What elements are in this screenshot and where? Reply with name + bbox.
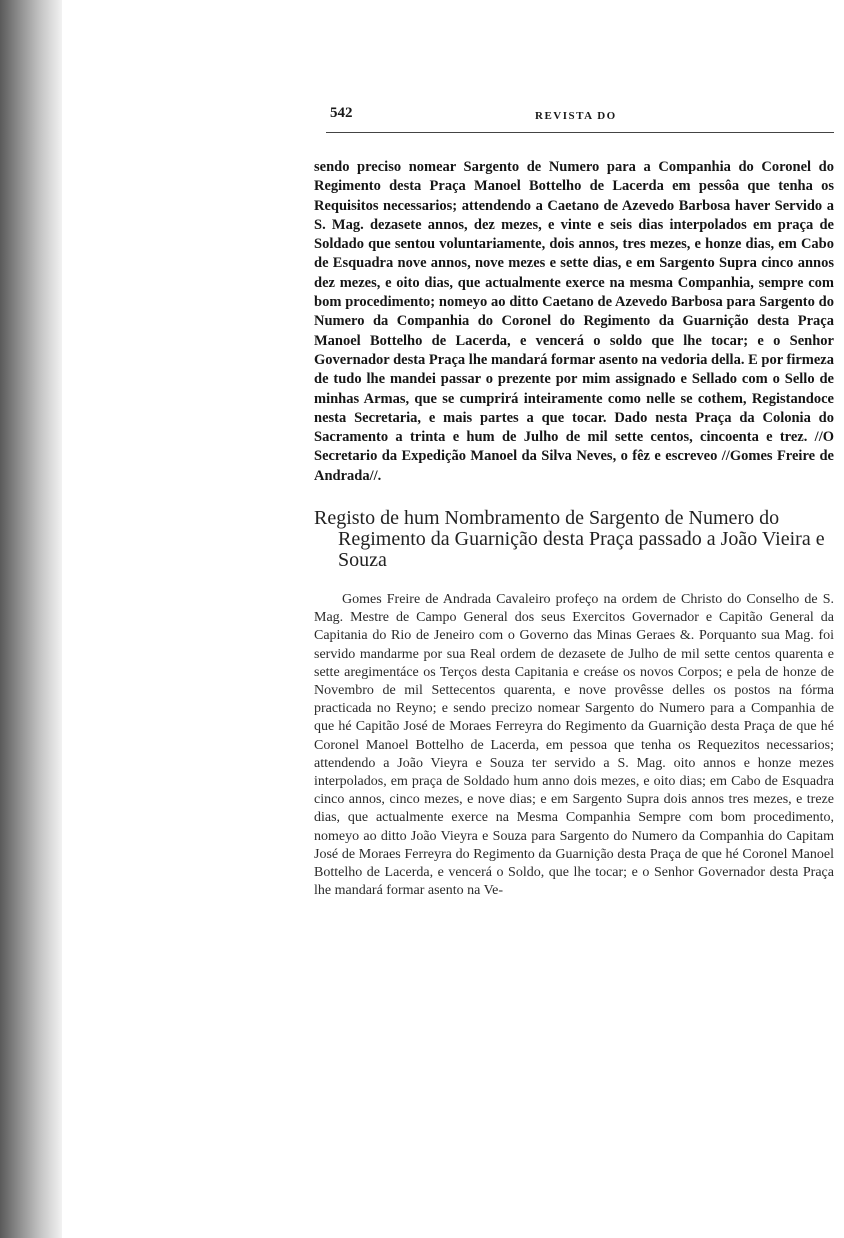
page-header [330,105,834,127]
page-number: 542 [330,105,353,121]
paragraph-1: sendo preciso nomear Sargento de Numero para a Companhia do Coronel do Regimento desta Praça Manoel Bottelho de Lacerda em pessôa que tenha os Requisitos necessarios; attendendo a Caetano de Azevedo Barbosa haver Servido a S. Mag. dezasete annos, dez mezes, e vinte e seis dias interpolados em praça de Soldado que sentou voluntariamente, dois annos, tres mezes, e honze dias, em Cabo de Esquadra nove annos, nove mezes e sette dias, e em Sargento Supra cinco annos dez mezes, e oito dias, que actualmente exerce na mesma Companhia, sempre com bom procedimento; nomeyo ao ditto Caetano de Azevedo Barbosa para Sargento do Numero da Companhia do Coronel do Regimento da Guarnição desta Praça Manoel Bottelho de Lacerda, e vencerá o soldo que lhe tocar; e o Senhor Governador desta Praça lhe mandará formar asento na vedoria della. E por firmeza de tudo lhe mandei passar o prezente por mim assignado e Sellado com o Sello de minhas Armas, que se cumprirá inteiramente como nelle se cothem, Registandoce nesta Secretaria, e mais partes a que tocar. Dado nesta Praça da Colonia do Sacramento a trinta e hum de Julho de mil sette centos, cincoenta e trez. //O Secretario da Expedição Manoel da Silva Neves, o fêz e escreveo //Gomes Freire de Andrada//. [314,159,834,484]
page-gutter-shadow [0,0,62,1238]
header-rule [326,132,834,133]
running-title: REVISTA DO [535,110,617,122]
paragraph-2: Gomes Freire de Andrada Cavaleiro profeço na ordem de Christo do Conselho de S. Mag. Mestre de Campo General dos seus Exercitos Governador e Capitão General da Capitania do Rio de Jeneiro com o Governo das Minas Geraes &. Porquanto sua Mag. foi servido mandarme por sua Real ordem de dezasete de Julho de mil sette centos quarenta e sette aregimentáce os Terços desta Capitania e creáse os novos Corpos; e pela de honze de Novembro de mil Settecentos quarenta, e nove provêsse delles os postos na fórma practicada no Reyno; e sendo precizo nomear Sargento do Numero para a Companhia de que hé Capitão José de Moraes Ferreyra do Regimento da Guarnição desta Praça de que hé Coronel Manoel Bottelho de Lacerda, em pessoa que tenha os Requezitos necessarios; attendendo a João Vieyra e Souza ter servido a S. Mag. oito annos e honze mezes interpolados, em praça de Soldado hum anno dois mezes, e oito dias; em Cabo de Esquadra cinco annos, cinco mezes, e nove dias; e em Sargento Supra dois annos tres mezes, e treze dias, que actualmente exerce na Mesma Companhia Sempre com bom procedimento, nomeyo ao ditto João Vieyra e Souza para Sargento do Numero da Companhia do Capitam José de Moraes Ferreyra do Regimento da Guarnição desta Praça de que hé Coronel Manoel Bottelho de Lacerda, e vencerá o Soldo, que lhe tocar; e o Senhor Governador desta Praça lhe mandará formar asento na Ve- [314,592,834,899]
page-body [314,158,834,901]
section-heading: Registo de hum Nombramento de Sargento de Numero do Regimento da Guarnição desta Praça passado a João Vieira e Souza [314,507,825,572]
